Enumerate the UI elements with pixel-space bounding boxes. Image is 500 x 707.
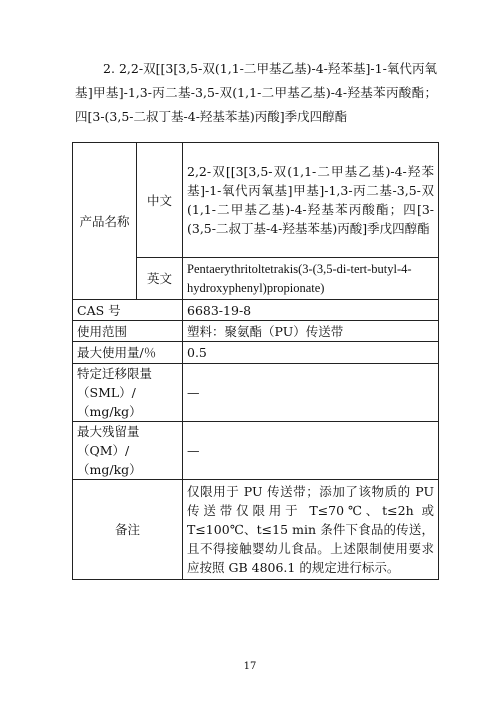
scope-value: 塑料：聚氨酯（PU）传送带: [183, 321, 439, 342]
product-name-label: 产品名称: [73, 143, 137, 300]
english-name-value: Pentaerythritoltetrakis(3-(3,5-di-tert-butyl-4-hydroxyphenyl)propionate): [183, 258, 439, 300]
remarks-value: 仅限用于 PU 传送带；添加了该物质的 PU 传送带仅限用于 T≤70℃、t≤2h 或 T≤100℃、t≤15 min 条件下食品的传送，且不得接触婴幼儿食品。上述限制使用要求应按照 GB 4806.1 的规定进行标示。: [183, 480, 439, 580]
qm-label: 最大残留量（QM）/（mg/kg）: [73, 422, 183, 480]
cas-label: CAS 号: [73, 300, 183, 321]
table-row: [73, 480, 439, 580]
english-label: 英文: [137, 258, 183, 300]
table-row: [73, 143, 439, 258]
table-row: [73, 321, 439, 342]
cas-value: 6683-19-8: [183, 300, 439, 321]
substance-spec-table: [72, 142, 439, 580]
table-row: [73, 364, 439, 422]
substance-heading: 2. 2,2-双[[3[3,5-双(1,1-二甲基乙基)-4-羟苯基]-1-氧代丙氧基]甲基]-1,3-丙二基-3,5-双(1,1-二甲基乙基)-4-羟基苯丙酸酯；四[3-(3,5-二叔丁基-4-羟基苯基)丙酸]季戊四醇酯: [75, 61, 437, 124]
table-row: [73, 342, 439, 364]
table-row: [73, 300, 439, 321]
sml-value: —: [183, 364, 439, 422]
page-number: 17: [243, 661, 257, 672]
max-use-value: 0.5: [183, 342, 439, 364]
qm-value: —: [183, 422, 439, 480]
max-use-label: 最大使用量/％: [73, 342, 183, 364]
remarks-label: 备注: [73, 480, 183, 580]
chinese-name-value: 2,2-双[[3[3,5-双(1,1-二甲基乙基)-4-羟苯基]-1-氧代丙氧基]甲基]-1,3-丙二基-3,5-双(1,1-二甲基乙基)-4-羟基苯丙酸酯；四[3-(3,5-二叔丁基-4-羟基苯基)丙酸]季戊四醇酯: [183, 143, 439, 258]
table-row: [73, 422, 439, 480]
scope-label: 使用范围: [73, 321, 183, 342]
chinese-label: 中文: [137, 143, 183, 258]
sml-label: 特定迁移限量（SML）/（mg/kg）: [73, 364, 183, 422]
